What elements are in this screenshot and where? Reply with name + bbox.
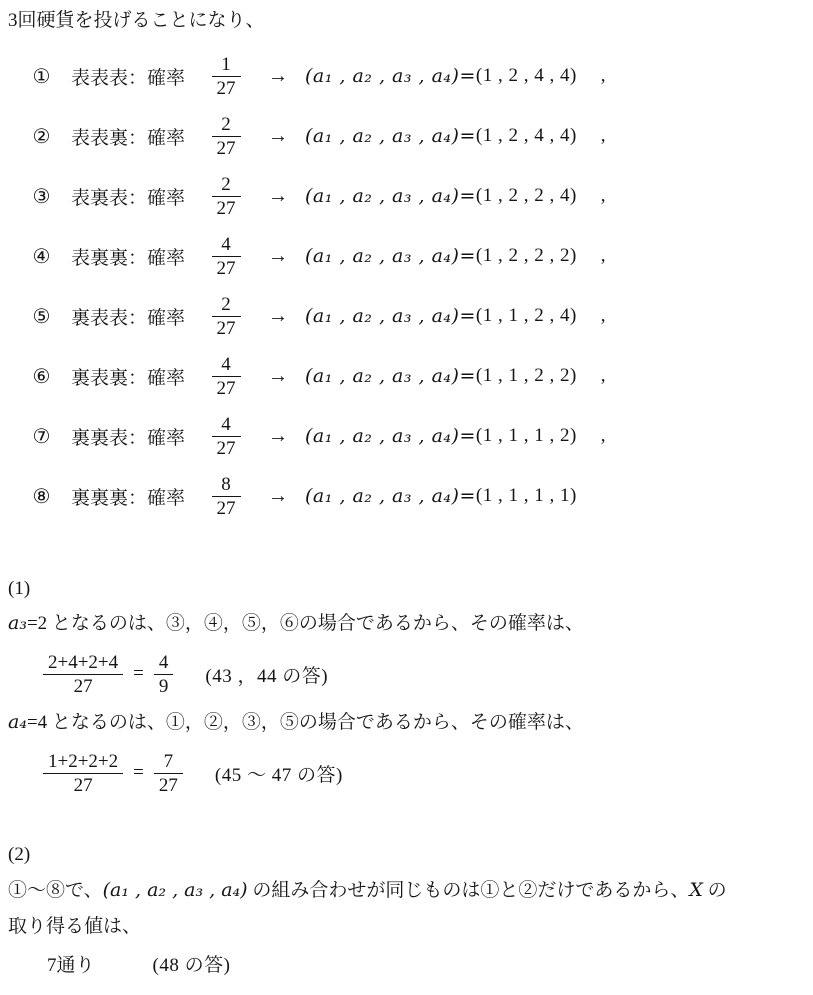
probability-fraction	[203, 294, 249, 339]
part1-a3-text: =2 となるのは、③，④，⑤，⑥の場合であるから、その確率は、	[26, 613, 584, 634]
probability-fraction	[203, 114, 249, 159]
coin-pattern: 裏表表	[71, 307, 129, 329]
sum-fraction	[43, 652, 123, 697]
result-fraction	[154, 652, 174, 697]
probability-label: ：確率	[128, 367, 186, 389]
coin-pattern: 表表裏	[71, 127, 129, 149]
case-row	[8, 166, 813, 226]
fraction-numerator: 4	[158, 651, 169, 673]
fraction-denominator: 9	[154, 674, 174, 697]
tuple-lhs: (a₁ , a₂ , a₃ , a₄)=	[305, 365, 476, 387]
fraction-numerator: 7	[163, 750, 174, 772]
circled-number: ⑦	[32, 425, 51, 448]
circled-number: ②	[32, 125, 51, 148]
tuple-lhs: (a₁ , a₂ , a₃ , a₄)=	[305, 245, 476, 267]
probability-fraction	[203, 174, 249, 219]
tuple-values: (1 , 2 , 4 , 4)	[475, 125, 577, 146]
probability-fraction	[203, 354, 249, 399]
part1-section	[8, 576, 813, 800]
coin-pattern-label	[71, 483, 203, 510]
arrow-icon: →	[268, 304, 288, 327]
coin-pattern-label	[71, 363, 203, 390]
probability-label: ：確率	[128, 127, 186, 149]
answer-reference-note: (48 の答)	[152, 955, 231, 976]
part2-line1-pre: ①～⑧で、	[8, 880, 103, 901]
probability-label: ：確率	[128, 247, 186, 269]
fraction-denominator: 27	[212, 76, 241, 99]
result-fraction	[154, 751, 183, 796]
arrow-icon: →	[268, 64, 288, 87]
coin-pattern: 表表表	[71, 67, 129, 89]
fraction-numerator: 4	[221, 413, 231, 435]
fraction-denominator: 27	[212, 256, 241, 279]
part1-marker: (1)	[8, 578, 31, 599]
coin-pattern-label	[71, 423, 203, 450]
case-list	[8, 46, 813, 526]
trailing-comma: ,	[600, 185, 606, 206]
trailing-comma: ,	[600, 245, 606, 266]
arrow-icon: →	[268, 424, 288, 447]
fraction-denominator: 27	[212, 436, 241, 459]
part1-a4-line	[8, 709, 813, 736]
coin-pattern: 裏表裏	[71, 367, 129, 389]
coin-pattern: 表裏表	[71, 187, 129, 209]
probability-label: ：確率	[128, 67, 186, 89]
case-row	[8, 46, 813, 106]
part2-section	[8, 842, 813, 979]
variable-a3: a₃	[8, 612, 27, 634]
fraction-denominator: 27	[43, 674, 123, 697]
tuple-values: (1 , 2 , 2 , 4)	[475, 185, 577, 206]
fraction-numerator: 1+2+2+2	[48, 750, 119, 772]
trailing-comma: ,	[600, 305, 606, 326]
part2-answer-line	[47, 953, 813, 979]
sum-fraction	[43, 751, 123, 796]
case-row	[8, 106, 813, 166]
equals-sign: =	[133, 762, 144, 783]
coin-pattern-label	[71, 123, 203, 150]
tuple-lhs: (a₁ , a₂ , a₃ , a₄)=	[305, 485, 476, 507]
fraction-numerator: 4	[221, 233, 231, 255]
tuple-values: (1 , 2 , 2 , 2)	[475, 245, 577, 266]
trailing-comma: ,	[600, 65, 606, 86]
part1-equation-1	[43, 647, 813, 701]
probability-fraction	[203, 234, 249, 279]
fraction-denominator: 27	[212, 376, 241, 399]
fraction-numerator: 8	[221, 473, 231, 495]
probability-label: ：確率	[128, 187, 186, 209]
probability-label: ：確率	[128, 307, 186, 329]
coin-pattern-label	[71, 183, 203, 210]
tuple-values: (1 , 2 , 4 , 4)	[475, 65, 577, 86]
circled-number: ①	[32, 65, 51, 88]
fraction-denominator: 27	[43, 773, 123, 796]
fraction-numerator: 4	[221, 353, 231, 375]
arrow-icon: →	[268, 184, 288, 207]
fraction-denominator: 27	[154, 773, 183, 796]
variable-a4: a₄	[8, 711, 27, 733]
case-row	[8, 466, 813, 526]
case-row	[8, 286, 813, 346]
part2-line1	[8, 876, 813, 905]
fraction-denominator: 27	[212, 136, 241, 159]
tuple-lhs: (a₁ , a₂ , a₃ , a₄)=	[305, 305, 476, 327]
probability-label: ：確率	[128, 487, 186, 509]
arrow-icon: →	[268, 244, 288, 267]
arrow-icon: →	[268, 364, 288, 387]
coin-pattern: 裏裏表	[71, 427, 129, 449]
answer-value: 7通り	[47, 955, 95, 976]
part2-line1-mid: の組み合わせが同じものは①と②だけであるから、	[247, 880, 690, 901]
coin-pattern-label	[71, 63, 203, 90]
coin-pattern-label	[71, 303, 203, 330]
case-row	[8, 406, 813, 466]
tuple-values: (1 , 1 , 1 , 2)	[475, 425, 577, 446]
circled-number: ③	[32, 185, 51, 208]
coin-pattern-label	[71, 243, 203, 270]
tuple-values: (1 , 1 , 2 , 4)	[475, 305, 577, 326]
coin-pattern: 表裏裏	[71, 247, 129, 269]
case-row	[8, 226, 813, 286]
tuple-values: (1 , 1 , 1 , 1)	[475, 485, 577, 506]
circled-number: ④	[32, 245, 51, 268]
fraction-numerator: 2	[221, 293, 231, 315]
tuple-lhs: (a₁ , a₂ , a₃ , a₄)=	[305, 65, 476, 87]
case-row	[8, 346, 813, 406]
fraction-numerator: 2	[221, 113, 231, 135]
variable-x: X	[689, 879, 703, 901]
arrow-icon: →	[268, 484, 288, 507]
part1-a4-text: =4 となるのは、①，②，③，⑤の場合であるから、その確率は、	[26, 712, 584, 733]
intro-text: 3回硬貨を投げることになり、	[8, 10, 265, 31]
fraction-numerator: 1	[221, 53, 231, 75]
equals-sign: =	[133, 663, 144, 684]
part2-line1-post: の	[702, 880, 727, 901]
circled-number: ⑤	[32, 305, 51, 328]
arrow-icon: →	[268, 124, 288, 147]
circled-number: ⑥	[32, 365, 51, 388]
part2-marker: (2)	[8, 844, 31, 865]
part2-line2: 取り得る値は、	[8, 916, 142, 937]
tuple-lhs: (a₁ , a₂ , a₃ , a₄)=	[305, 185, 476, 207]
tuple-expression: (a₁ , a₂ , a₃ , a₄)	[102, 879, 248, 901]
coin-pattern: 裏裏裏	[71, 487, 129, 509]
tuple-lhs: (a₁ , a₂ , a₃ , a₄)=	[305, 125, 476, 147]
answer-reference-note: (43 ，44 の答)	[205, 665, 329, 687]
tuple-lhs: (a₁ , a₂ , a₃ , a₄)=	[305, 425, 476, 447]
circled-number: ⑧	[32, 485, 51, 508]
fraction-denominator: 27	[212, 496, 241, 519]
trailing-comma: ,	[600, 425, 606, 446]
part1-a3-line	[8, 610, 813, 637]
tuple-values: (1 , 1 , 2 , 2)	[475, 365, 577, 386]
fraction-denominator: 27	[212, 316, 241, 339]
fraction-denominator: 27	[212, 196, 241, 219]
probability-label: ：確率	[128, 427, 186, 449]
trailing-comma: ,	[600, 365, 606, 386]
probability-fraction	[203, 54, 249, 99]
part1-equation-2	[43, 746, 813, 800]
answer-reference-note: (45 ～ 47 の答)	[214, 764, 343, 786]
probability-fraction	[203, 414, 249, 459]
fraction-numerator: 2	[221, 173, 231, 195]
probability-fraction	[203, 474, 249, 519]
trailing-comma: ,	[600, 125, 606, 146]
fraction-numerator: 2+4+2+4	[48, 651, 119, 673]
